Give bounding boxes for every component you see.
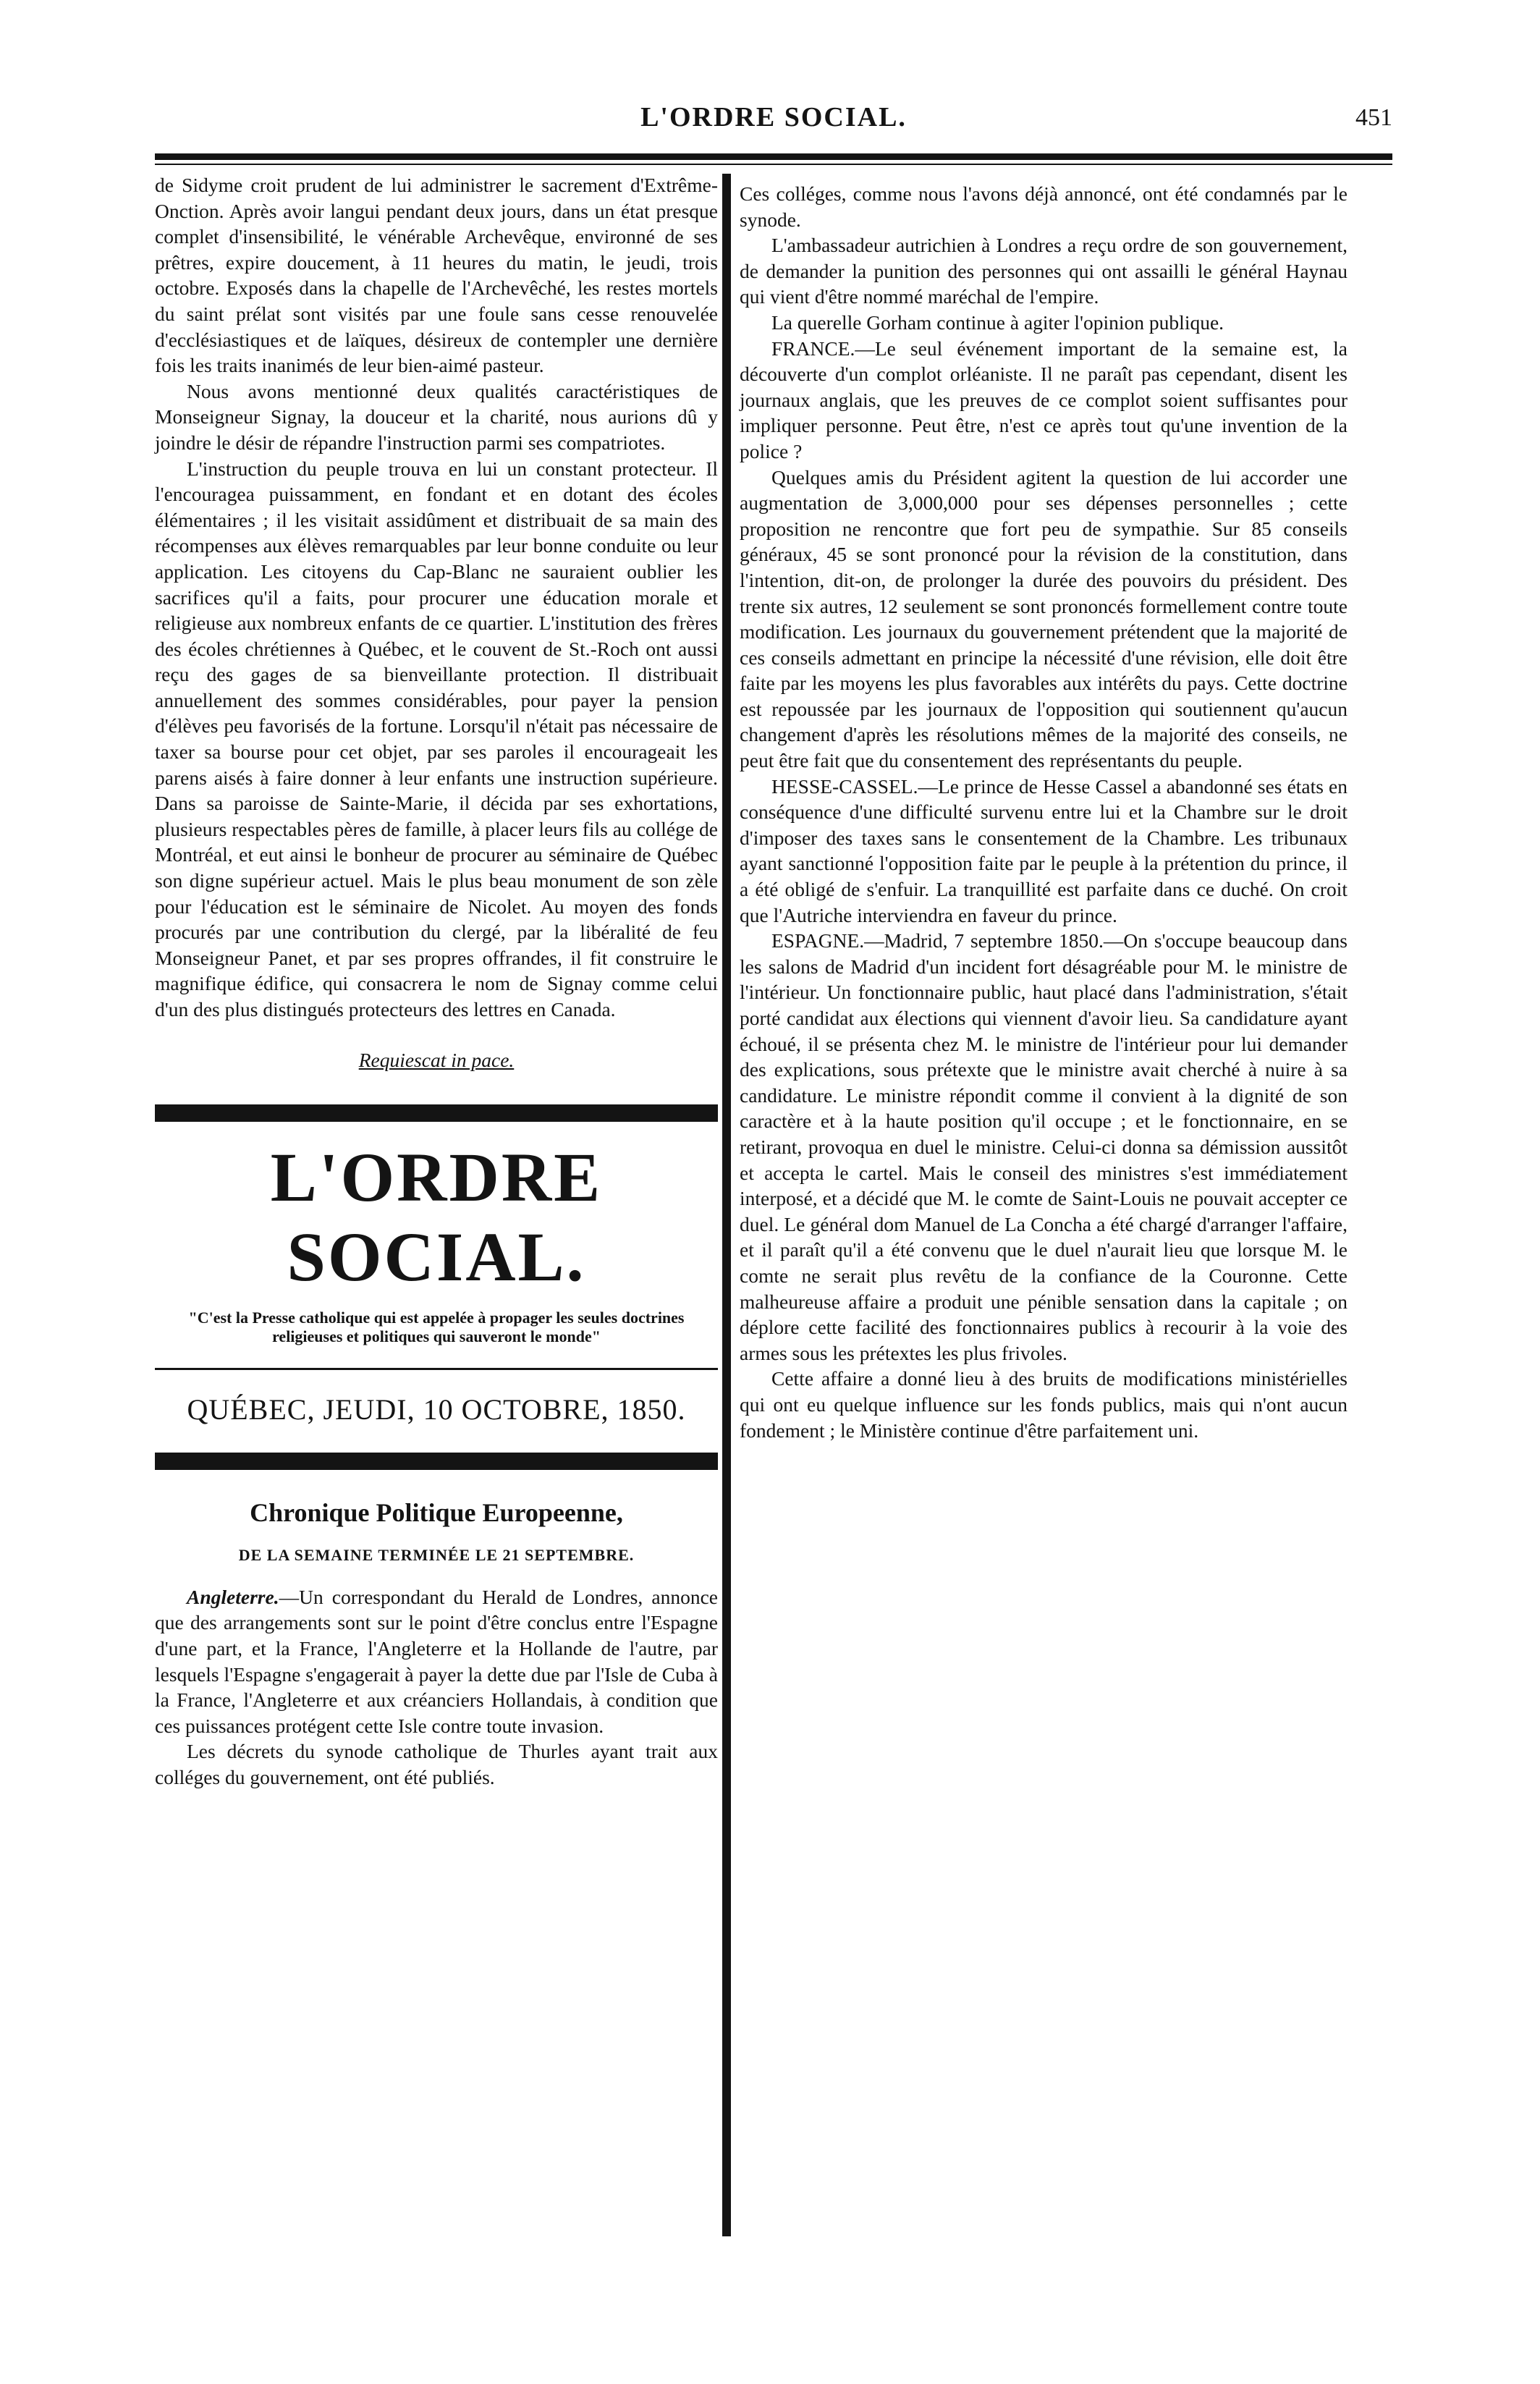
news-paragraph: Les décrets du synode catholique de Thurles ayant trait aux colléges du gouvernement, ont été publiés. xyxy=(155,1740,718,1788)
left-column xyxy=(155,172,718,1791)
running-title: L'ORDRE SOCIAL. xyxy=(640,102,907,132)
divider xyxy=(155,1368,718,1370)
news-text: —Un correspondant du Herald de Londres, annonce que des arrangements sont sur le point d'être conclus entre l'Espagne d'une part, et la France, l'Angleterre et la Hollande de l'autre, par lesquels l'Espagne s'engagerait à payer la dette due par l'Isle de Cuba à la France, l'Angleterre et aux créanciers Hollandais, à condition que ces puissances protégent cette Isle contre toute invasion. xyxy=(155,1585,718,1737)
news-text: —Le prince de Hesse Cassel a abandonné ses états en conséquence d'une difficulté survenu entre lui et la Chambre sur le droit d'imposer des taxes sans le consentement de la Chambre. Les tribunaux ayant sanctionné l'opposition faite par le peuple à la prétention du prince, il a été obligé de s'enfuir. La tranquillité est parfaite dans ce duché. On croit que l'Autriche interviendra en faveur du prince. xyxy=(740,774,1348,926)
news-paragraph xyxy=(740,928,1348,1366)
news-text: Cette affaire a donné lieu à des bruits de modifications ministérielles qui ont eu quelque influence sur les fonds publics, mais qui n'ont aucun fondement ; le Ministère continue d'être parfaitement uni. xyxy=(740,1367,1348,1442)
dateline: QUÉBEC, JEUDI, 10 OCTOBRE, 1850. xyxy=(187,1393,686,1426)
signoff: Requiescat in pace. xyxy=(358,1048,515,1071)
news-paragraph xyxy=(740,336,1348,465)
section-rule xyxy=(155,1453,718,1470)
news-paragraph xyxy=(740,774,1348,929)
section-subtitle: DE LA SEMAINE TERMINÉE LE 21 SEPTEMBRE. xyxy=(238,1546,635,1565)
obituary-paragraph: de Sidyme croit prudent de lui administrer le sacrement d'Extrême-Onction. Après avoir langui pendant deux jours, dans un état presque complet d'insensibilité, le vénérable Archevêque, environné de ses prêtres, expire doucement, à 11 heures du matin, le jeudi, trois octobre. Exposés dans la chapelle de l'Archevêché, les restes mortels du saint prélat sont visités par une foule sans cesse renouvelée d'ecclésiastiques et de laïques, désireux de contempler une dernière fois les traits inanimés de leur bien-aimé pasteur. xyxy=(155,174,718,377)
news-text: Ces colléges, comme nous l'avons déjà annoncé, ont été condamnés par le synode. xyxy=(740,182,1348,231)
news-text: Quelques amis du Président agitent la question de lui accorder une augmentation de 3,000,000 pour ses dépenses personnelles ; cette proposition ne rencontre que fort peu de sympathie. Sur 85 conseils généraux, 45 se sont prononcé pour la révision de la constitution, dans l'intention, dit-on, de prolonger la durée des pouvoirs du président. Des trente six autres, 12 seulement se sont prononcés formellement contre toute modification. Les journaux du gouvernement prétendent que la majorité de ces conseils admettant en principe la nécessité d'une révision, elle doit être faite par les moyens les plus favorables aux intérêts du pays. Cette doctrine est repoussée par les journaux de l'opposition qui soutiennent qu'aucun changement d'après les résolutions mêmes de la majorité des conseils, ne peut être fait que du consentement des représentants du peuple. xyxy=(740,465,1348,772)
page-header xyxy=(155,101,1392,152)
column-divider xyxy=(722,174,731,2236)
news-text: La querelle Gorham continue à agiter l'opinion publique. xyxy=(771,310,1224,334)
section-rule xyxy=(155,1104,718,1122)
news-paragraph xyxy=(740,1366,1348,1443)
masthead: L'ORDRE SOCIAL. xyxy=(270,1138,603,1296)
news-paragraph xyxy=(740,310,1348,336)
news-text: L'ambassadeur autrichien à Londres a reçu ordre de son gouvernement, de demander la punition des personnes qui ont assailli le général Haynau qui vient d'être nommé maréchal de l'empire. xyxy=(740,234,1348,308)
motto: "C'est la Presse catholique qui est appelée à propager les seules doctrines religieuses et politiques qui sauveront le monde" xyxy=(188,1309,685,1346)
news-paragraph xyxy=(740,181,1348,232)
obituary-paragraph: L'instruction du peuple trouva en lui un constant protecteur. Il l'encouragea puissamment, en fondant et en dotant des écoles élémentaires ; il les visitait assidûment et distribuait de sa main des récompenses aux élèves remarquables par leur bonne conduite ou leur application. Les citoyens du Cap-Blanc ne sauraient oublier les sacrifices qu'il a faits, pour procurer une éducation morale et religieuse aux nombreux enfants de ce quartier. L'institution des frères des écoles chrétiennes à Québec, et le couvent de St.-Roch ont aussi reçu des gages de sa bienveillante protection. Il distribuait annuellement des sommes considérables, pour payer la pension d'élèves peu favorisés de la fortune. Lorsqu'il n'était pas nécessaire de taxer sa bourse pour cet objet, par ses paroles il encourageait les parens aisés à faire donner à leur enfants une instruction supérieure. Dans sa paroisse de Sainte-Marie, il décida par ses exhortations, plusieurs respectables pères de famille, à placer leurs fils au collége de Montréal, et eut ainsi le bonheur de procurer au séminaire de Québec son digne supérieur actuel. Mais le plus beau monument de son zèle pour l'éducation est le séminaire de Nicolet. Au moyen des fonds procurés par une contribution du clergé, par la libéralité de feu Monseigneur Panet, et par ses propres offrandes, il fit construire le magnifique édifice, qui consacrera le nom de Signay comme celui d'un des plus distingués protecteurs des lettres en Canada. xyxy=(155,457,718,1020)
news-text: —Madrid, 7 septembre 1850.—On s'occupe beaucoup dans les salons de Madrid d'un incident fort désagréable pour M. le ministre de l'intérieur. Un fonctionnaire public, haut placé dans l'administration, s'était porté candidat aux élections qui viennent d'avoir lieu. Sa candidature ayant échoué, il se présenta chez M. le ministre de l'intérieur pour lui demander des explications, sous prétexte que le ministre avait cherché à nuire à sa candidature. Le ministre répondit comme il convient à la dignité de son caractère et à la haute position qu'il occupe ; et le fonctionnaire, en se retirant, provoqua en duel le ministre. Celui-ci donna sa démission aussitôt et accepta le cartel. Mais le conseil des ministres s'est immédiatement interposé, et a décidé que M. le comte de Saint-Louis ne pouvait accepter ce duel. Le général dom Manuel de La Concha a été chargé d'arranger l'affaire, et il paraît qu'il a été convenu que le duel n'aurait lieu que lorsque M. le comte ne serait plus revêtu de la confiance de la Couronne. Cette malheureuse affaire a produit une pénible sensation dans la capitale ; on déplore cette facilité des fonctionnaires publics à recourir à la voie des armes sous les prétextes les plus frivoles. xyxy=(740,929,1348,1364)
obituary-paragraph: Nous avons mentionné deux qualités caractéristiques de Monseigneur Signay, la douceur et la charité, nous aurions dû y joindre le désir de répandre l'instruction parmi ses compatriotes. xyxy=(155,379,718,454)
header-rule xyxy=(155,153,1392,160)
right-column xyxy=(740,181,1348,1443)
news-lead: ESPAGNE. xyxy=(771,929,865,952)
header-rule-thin xyxy=(155,164,1392,165)
news-paragraph xyxy=(740,232,1348,310)
news-paragraph xyxy=(155,1584,718,1739)
news-text: —Le seul événement important de la semaine est, la découverte d'un complot orléaniste. Il ne paraît pas cependant, disent les journaux anglais, que les preuves de ce complot soient suffisantes pour impliquer personne. Peut être, n'est ce après tout qu'une invention de la police ? xyxy=(740,337,1348,462)
page-number: 451 xyxy=(1355,104,1392,131)
news-lead: HESSE-CASSEL. xyxy=(771,774,918,798)
news-paragraph xyxy=(740,465,1348,774)
section-title: Chronique Politique Europeenne, xyxy=(250,1498,623,1528)
news-lead: FRANCE. xyxy=(771,337,855,360)
news-lead: Angleterre. xyxy=(187,1585,279,1608)
